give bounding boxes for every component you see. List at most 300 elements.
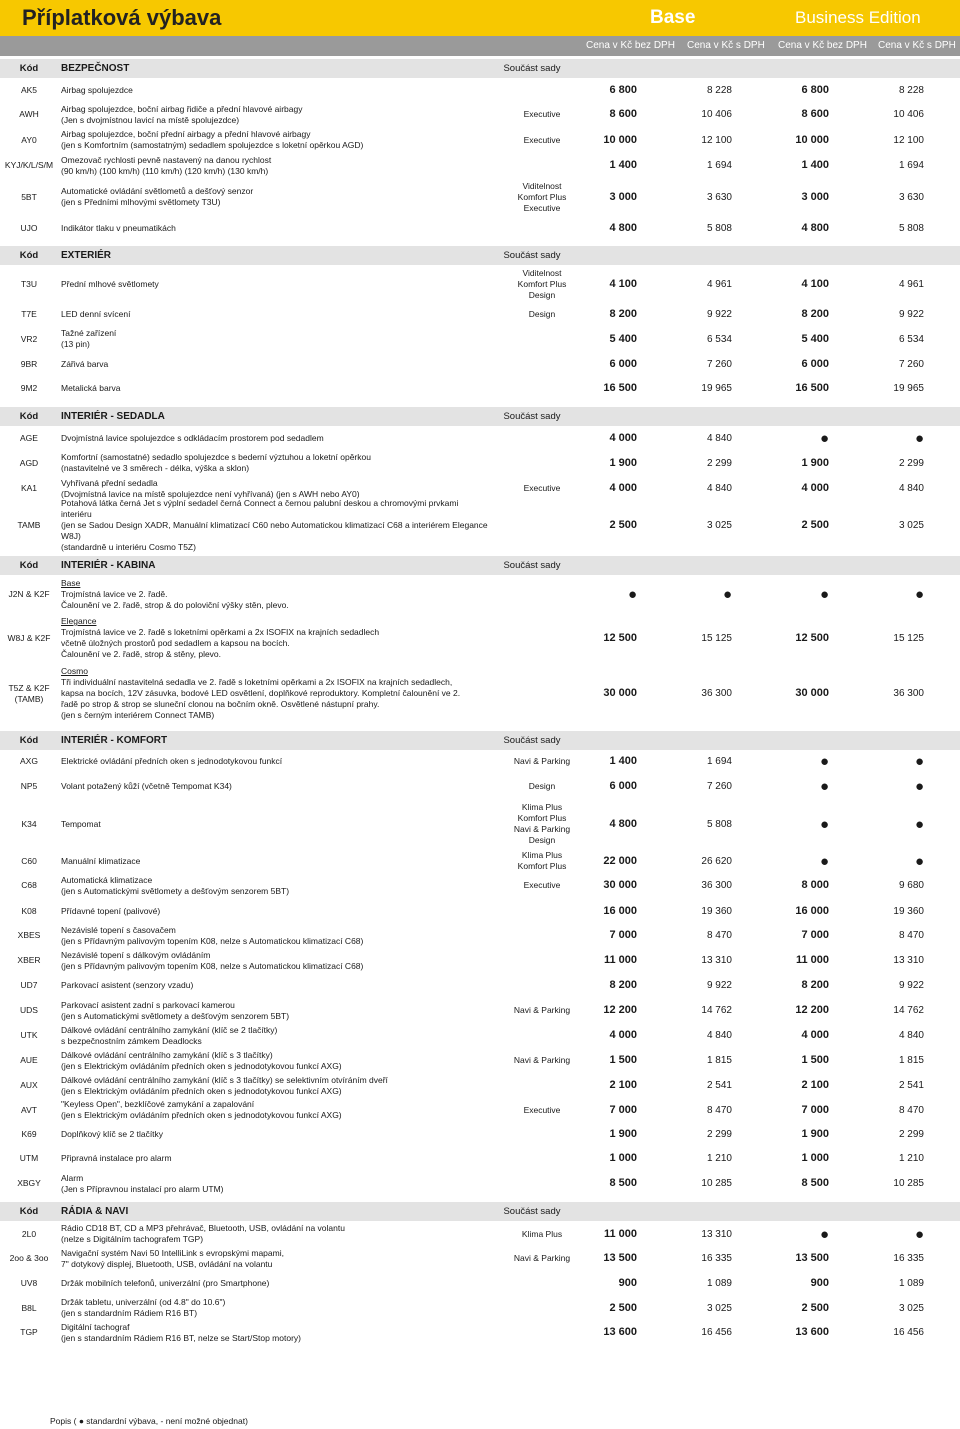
standard-equipment-dot: ●: [819, 1225, 829, 1243]
column-header-code: Kód: [19, 735, 39, 746]
option-package: [487, 377, 597, 399]
option-description: Indikátor tlaku v pneumatikách: [61, 222, 176, 233]
table-row: [0, 1048, 960, 1073]
price-be-gross: 8 470: [898, 1104, 924, 1116]
option-code: TAMB: [17, 519, 41, 530]
table-row: [0, 1073, 960, 1098]
price-base-net: 10 000: [603, 133, 637, 146]
price-base-net: 30 000: [603, 687, 637, 699]
option-code: 9M2: [20, 382, 38, 393]
price-be-gross: 8 228: [898, 85, 924, 96]
price-base-net: 30 000: [603, 879, 637, 891]
price-base-gross: 1 815: [706, 1055, 732, 1066]
table-row: [0, 1296, 960, 1320]
legend-footnote: Popis ( ● standardní výbava, - není možné objednat): [50, 1416, 248, 1426]
price-be-gross: 6 534: [898, 333, 924, 345]
standard-equipment-dot: ●: [819, 815, 829, 833]
price-be-gross: 1 089: [898, 1277, 924, 1289]
standard-equipment-dot: ●: [914, 585, 924, 603]
option-package: [487, 614, 597, 662]
option-description: Airbag spolujezdce, boční airbag řidiče a přední hlavové airbagy (Jen s dvojmístnou lavicí na místě spolujezdce): [61, 103, 303, 125]
option-code: 5BT: [21, 191, 37, 202]
option-package: Executive: [523, 880, 561, 890]
price-be-gross: 10 285: [893, 1178, 924, 1189]
table-row: [0, 1222, 960, 1246]
option-code: B8L: [21, 1302, 37, 1313]
column-header-package: Součást sady: [503, 63, 561, 74]
price-base-net: 2 100: [609, 1079, 637, 1091]
option-code: AUE: [20, 1055, 38, 1065]
price-base-gross: 19 360: [701, 905, 732, 917]
price-base-net: 13 600: [603, 1326, 637, 1338]
option-code: C60: [21, 855, 37, 866]
price-base-net: 16 000: [603, 904, 637, 917]
option-package: Design: [528, 780, 556, 791]
column-header-code: Kód: [19, 1206, 39, 1217]
price-base-gross: 9 922: [706, 979, 732, 991]
table-row: [0, 304, 960, 324]
price-base-net: 16 500: [603, 381, 637, 394]
column-header-package: Součást sady: [503, 250, 561, 261]
option-package: [487, 1320, 597, 1345]
column-header-package: Součást sady: [503, 411, 561, 422]
column-header-code: Kód: [19, 411, 39, 422]
option-code: K34: [21, 818, 37, 829]
price-col-base-net: Cena v Kč bez DPH: [586, 40, 675, 51]
option-code: 2L0: [21, 1228, 37, 1239]
price-base-gross: 3 630: [706, 191, 732, 203]
page-title: Příplatková výbava: [22, 5, 222, 30]
option-description: Dálkové ovládání centrálního zamykání (klíč se 2 tlačítky) s bezpečnostním zámkem Deadlocks: [61, 1024, 278, 1046]
price-be-net: 13 600: [795, 1326, 829, 1338]
table-row: [0, 1320, 960, 1345]
standard-equipment-dot: ●: [819, 752, 829, 770]
table-row: [0, 975, 960, 995]
option-description: Parkovací asistent zadní s parkovací kamerou (jen s Automatickými světlomety a dešťovým senzorem 5BT): [61, 999, 290, 1021]
price-be-gross: 8 470: [898, 930, 924, 941]
price-base-net: 1 400: [609, 159, 637, 171]
price-be-net: 4 000: [801, 1029, 829, 1041]
option-description: Automatická klimatizace (jen s Automatickými světlomety a dešťovým senzorem 5BT): [61, 874, 290, 896]
section-title: INTERIÉR - KABINA: [61, 560, 156, 571]
option-code: XBGY: [17, 1178, 41, 1188]
price-base-gross: 19 965: [701, 382, 732, 394]
standard-equipment-dot: ●: [914, 777, 924, 795]
header-bar: [0, 0, 960, 36]
price-be-net: 6 000: [801, 357, 829, 370]
table-row: [0, 1171, 960, 1196]
standard-equipment-dot: ●: [914, 752, 924, 770]
option-description: Doplňkový klíč se 2 tlačítky: [61, 1128, 164, 1139]
price-base-net: 13 500: [603, 1252, 637, 1264]
option-description: Dvojmístná lavice spolujezdce s odkládacím prostorem pod sedadlem: [61, 432, 324, 443]
column-header-code: Kód: [19, 250, 39, 261]
table-row: [0, 1246, 960, 1271]
table-row: [0, 873, 960, 898]
option-package: [487, 153, 597, 178]
option-description: Potahová látka černá Jet s výplní sedadel černá Connect a černou palubní deskou a chromovými prvkami interiéru (jen se Sadou Design XADR, Manuální klimatizací C60 nebo Automatickou klimatizací C68 a interiérem Elegance W8J) (standardně u interiéru Cosmo T5Z): [61, 497, 488, 552]
table-row: [0, 217, 960, 239]
option-description: Zářivá barva: [61, 358, 109, 369]
price-be-net: 4 100: [801, 277, 829, 290]
option-package: Viditelnost Komfort Plus Executive: [517, 180, 567, 213]
price-base-net: 3 000: [609, 190, 637, 203]
price-be-gross: 36 300: [893, 688, 924, 699]
option-description: Elegance Trojmístná lavice ve 2. řadě s loketními opěrkami a 2x ISOFIX na krajních sedadlech včetně úložných prostorů pod sedadlem a kapsou na bocích. Čalounění ve 2. řadě, strop & stěny, plevo.: [61, 616, 380, 659]
price-be-gross: 1 210: [898, 1152, 924, 1164]
option-code: AY0: [21, 134, 37, 145]
price-be-gross: 9 922: [898, 308, 924, 320]
price-base-gross: 1 694: [706, 755, 732, 767]
option-description: Tempomat: [61, 818, 101, 829]
option-description: Airbag spolujezdce: [61, 85, 133, 95]
table-row: [0, 1023, 960, 1048]
option-package: Navi & Parking: [513, 755, 571, 766]
option-package: [487, 1296, 597, 1320]
table-row: [0, 800, 960, 848]
price-be-net: 8 200: [801, 978, 829, 991]
price-be-net: 2 500: [801, 518, 829, 531]
option-package: [487, 428, 597, 448]
column-header-code: Kód: [19, 560, 39, 571]
standard-equipment-dot: ●: [819, 852, 829, 870]
option-package: [487, 1273, 597, 1293]
column-header-package: Součást sady: [503, 1206, 561, 1217]
option-description: Metalická barva: [61, 382, 121, 393]
option-code: T3U: [20, 278, 38, 289]
standard-equipment-dot: ●: [914, 1225, 924, 1243]
option-package: [487, 450, 597, 476]
price-base-gross: 8 228: [706, 85, 732, 96]
option-description: Base Trojmístná lavice ve 2. řadě. Čalounění ve 2. řadě, strop & do poloviční výšky stěn, plevo.: [61, 577, 289, 610]
option-package: Design: [528, 308, 556, 319]
option-package: [487, 326, 597, 352]
option-package: [487, 354, 597, 374]
price-be-gross: 9 680: [898, 880, 924, 891]
column-header-code: Kód: [19, 63, 39, 74]
price-base-net: 8 200: [609, 307, 637, 320]
price-be-gross: 5 808: [898, 222, 924, 234]
section-title: RÁDIA & NAVI: [61, 1206, 129, 1217]
option-description: Nezávislé topení s časovačem (jen s Přídavným palivovým topením K08, nelze s Automatickou klimatizací C68): [61, 924, 364, 946]
price-base-gross: 4 840: [706, 1030, 732, 1041]
option-package: Navi & Parking: [513, 1055, 571, 1065]
price-be-net: 1 500: [801, 1054, 829, 1066]
price-be-gross: 15 125: [893, 632, 924, 644]
price-be-net: 4 000: [801, 482, 829, 494]
price-base-net: 1 000: [609, 1151, 637, 1164]
option-description: LED denní svícení: [61, 308, 131, 319]
price-be-gross: 1 694: [898, 160, 924, 171]
option-code: AK5: [20, 85, 38, 95]
price-base-net: 8 600: [609, 108, 637, 120]
price-base-net: 11 000: [603, 954, 637, 966]
price-be-net: 1 000: [801, 1151, 829, 1164]
option-code: AGD: [19, 457, 39, 468]
option-description: Parkovací asistent (senzory vzadu): [61, 979, 194, 990]
option-code: TGP: [20, 1327, 38, 1337]
section-header-row: [0, 556, 960, 575]
price-col-base-gross: Cena v Kč s DPH: [687, 40, 765, 51]
option-package: [487, 664, 597, 723]
table-row: [0, 178, 960, 216]
price-base-net: 12 200: [603, 1004, 637, 1016]
option-code: UTM: [19, 1152, 39, 1163]
table-row: [0, 948, 960, 973]
price-be-net: 2 100: [801, 1079, 829, 1091]
price-base-gross: 36 300: [701, 880, 732, 891]
price-be-gross: 19 360: [893, 905, 924, 917]
option-description: Držák mobilních telefonů, univerzální (pro Smartphone): [61, 1277, 270, 1288]
price-be-net: 2 500: [801, 1301, 829, 1314]
option-description: Omezovač rychlosti pevně nastavený na danou rychlost (90 km/h) (100 km/h) (110 km/h) (120 km/h) (130 km/h): [61, 154, 272, 176]
option-package: Klima Plus Komfort Plus Navi & Parking Design: [513, 802, 571, 845]
table-row: [0, 901, 960, 921]
standard-equipment-dot: ●: [819, 585, 829, 603]
table-row: [0, 497, 960, 552]
option-package: Executive: [523, 483, 561, 493]
option-package: [487, 80, 597, 101]
price-base-gross: 4 840: [706, 432, 732, 444]
option-code: K69: [21, 1128, 37, 1139]
table-row: [0, 614, 960, 662]
option-package: [487, 1124, 597, 1144]
option-description: Držák tabletu, univerzální (od 4.8" do 10.6") (jen s standardním Rádiem R16 BT): [61, 1297, 226, 1318]
option-package: [487, 501, 597, 549]
price-base-gross: 15 125: [701, 632, 732, 644]
section-header-row: [0, 246, 960, 265]
standard-equipment-dot: ●: [914, 852, 924, 870]
price-be-gross: 16 335: [893, 1253, 924, 1264]
price-base-net: 1 500: [609, 1054, 637, 1066]
price-base-gross: 12 100: [701, 134, 732, 146]
section-header-row: [0, 59, 960, 78]
section-title: INTERIÉR - SEDADLA: [61, 411, 165, 422]
price-base-gross: 2 299: [706, 1128, 732, 1140]
option-package: [487, 1073, 597, 1098]
price-base-net: 1 400: [609, 754, 637, 767]
price-base-gross: 14 762: [701, 1005, 732, 1016]
option-code: XBER: [17, 955, 41, 965]
table-row: [0, 266, 960, 302]
table-row: [0, 153, 960, 178]
price-base-gross: 7 260: [706, 780, 732, 792]
price-be-net: 16 500: [795, 381, 829, 394]
option-code: AUX: [20, 1080, 38, 1090]
price-base-gross: 26 620: [701, 855, 732, 867]
option-description: Přídavné topení (palivové): [61, 905, 161, 916]
price-be-net: 900: [810, 1276, 829, 1289]
price-base-net: 2 500: [609, 518, 637, 531]
table-row: [0, 450, 960, 476]
price-base-gross: 4 961: [706, 278, 732, 290]
price-base-gross: 13 310: [701, 955, 732, 966]
price-base-gross: 6 534: [706, 333, 732, 345]
price-be-net: 8 600: [801, 108, 829, 120]
price-be-net: 11 000: [795, 954, 829, 966]
option-code: C68: [21, 880, 37, 890]
table-row: [0, 326, 960, 352]
price-be-gross: 13 310: [893, 955, 924, 966]
option-description: Tažné zařízení (13 pin): [61, 328, 117, 349]
price-be-net: 1 900: [801, 1127, 829, 1140]
table-row: [0, 1124, 960, 1144]
option-package: [487, 975, 597, 995]
option-code: K08: [21, 905, 37, 916]
option-description: Manuální klimatizace: [61, 855, 141, 866]
price-be-net: 8 200: [801, 307, 829, 320]
price-base-gross: 7 260: [706, 358, 732, 370]
column-header-package: Součást sady: [503, 735, 561, 746]
price-base-gross: 13 310: [701, 1228, 732, 1240]
price-be-net: 1 900: [801, 456, 829, 469]
price-be-gross: 4 840: [898, 483, 924, 494]
price-base-gross: 10 285: [701, 1178, 732, 1189]
option-package: [487, 1148, 597, 1168]
option-code: W8J & K2F: [7, 632, 51, 643]
table-row: [0, 849, 960, 873]
option-code: T5Z & K2F (TAMB): [8, 682, 50, 704]
table-row: [0, 102, 960, 127]
price-be-gross: 3 025: [898, 1302, 924, 1314]
option-description: Rádio CD18 BT, CD a MP3 přehrávač, Bluetooth, USB, ovládání na volantu (nelze s Digitálním tachografem TGP): [61, 1223, 345, 1244]
price-base-gross: 8 470: [706, 930, 732, 941]
price-be-net: 1 400: [801, 159, 829, 171]
table-row: [0, 998, 960, 1023]
option-description: Alarm (Jen s Přípravnou instalací pro alarm UTM): [61, 1172, 224, 1194]
price-base-net: 12 500: [603, 631, 637, 644]
price-base-gross: 16 335: [701, 1253, 732, 1264]
price-be-gross: 7 260: [898, 358, 924, 370]
option-description: Nezávislé topení s dálkovým ovládáním (jen s Přídavným palivovým topením K08, nelze s Automatickou klimatizací C68): [61, 949, 364, 971]
table-row: [0, 354, 960, 374]
option-code: UTK: [20, 1030, 38, 1040]
price-col-be-net: Cena v Kč bez DPH: [778, 40, 867, 51]
option-code: AXG: [20, 755, 38, 766]
price-base-gross: 4 840: [706, 483, 732, 494]
option-description: Volant potažený kůží (včetně Tempomat K34): [61, 780, 232, 791]
option-package: Klima Plus: [521, 1228, 563, 1239]
price-base-gross: 5 808: [706, 222, 732, 234]
option-description: Komfortní (samostatné) sedadlo spolujezdce s bederní výztuhou a loketní opěrkou (nastavitelné ve 3 směrech - délka, výška a sklon): [61, 452, 371, 473]
section-title: INTERIÉR - KOMFORT: [61, 735, 168, 746]
price-be-gross: 3 025: [898, 519, 924, 531]
price-be-gross: 2 299: [898, 1128, 924, 1140]
price-base-net: 900: [618, 1276, 637, 1289]
price-base-net: 1 900: [609, 456, 637, 469]
option-package: [487, 901, 597, 921]
price-base-gross: 2 299: [706, 457, 732, 469]
price-base-gross: 5 808: [706, 818, 732, 830]
option-code: XBES: [17, 930, 41, 940]
price-be-net: 8 500: [801, 1177, 829, 1189]
price-be-net: 4 800: [801, 221, 829, 234]
option-package: [487, 948, 597, 973]
price-base-gross: 8 470: [706, 1104, 732, 1116]
price-be-gross: 19 965: [893, 382, 924, 394]
option-package: Executive: [523, 109, 561, 119]
price-be-net: 16 000: [795, 904, 829, 917]
option-description: Připravná instalace pro alarm: [61, 1152, 172, 1163]
price-be-net: 30 000: [795, 687, 829, 699]
option-code: AGE: [20, 432, 38, 443]
option-code: KYJ/K/L/S/M: [4, 160, 54, 170]
option-description: Digitální tachograf (jen s standardním Rádiem R16 BT, nelze se Start/Stop motory): [61, 1321, 301, 1343]
table-row: [0, 776, 960, 796]
price-be-net: 3 000: [801, 190, 829, 203]
standard-equipment-dot: ●: [914, 429, 924, 447]
section-header-row: [0, 731, 960, 750]
section-title: EXTERIÉR: [61, 250, 112, 261]
option-package: [487, 923, 597, 948]
option-package: [487, 217, 597, 239]
price-base-net: 8 200: [609, 978, 637, 991]
section-header-row: [0, 407, 960, 426]
option-package: [487, 576, 597, 612]
option-code: AVT: [21, 1104, 37, 1115]
table-row: [0, 1098, 960, 1122]
price-base-gross: 3 025: [706, 519, 732, 531]
table-row: [0, 428, 960, 448]
option-package: Klima Plus Komfort Plus: [517, 850, 567, 871]
option-description: Cosmo Tři individuální nastavitelná sedadla ve 2. řadě s loketními opěrkami a 2x ISOFIX na krajních sedadlech, kapsa na bocích, 12V zásuvka, bodové LED osvětlení, doplňkové reproduktory. Kompletní čalounění ve 2. řadě po strop & strop se sluneční clonou na bočním okně. Osvětlené nástupní prahy. (jen s černým interiérem Connect TAMB): [61, 666, 461, 720]
price-base-net: 7 000: [609, 929, 637, 941]
option-code: UV8: [20, 1277, 38, 1288]
standard-equipment-dot: ●: [914, 815, 924, 833]
price-be-net: 5 400: [801, 332, 829, 345]
option-code: T7E: [21, 308, 37, 319]
price-base-net: 11 000: [603, 1227, 637, 1240]
table-row: [0, 1148, 960, 1168]
price-base-gross: 9 922: [706, 308, 732, 320]
price-be-gross: 4 840: [898, 1030, 924, 1041]
standard-equipment-dot: ●: [627, 585, 637, 603]
price-base-net: 6 000: [609, 357, 637, 370]
option-description: "Keyless Open", bezklíčové zamykání a zapalování (jen s Elektrickým ovládáním předních oken s jednodotykovou funkcí AXG): [61, 1099, 342, 1120]
section-header-row: [0, 1202, 960, 1221]
option-code: 2oo & 3oo: [9, 1253, 49, 1263]
price-base-net: 4 000: [609, 431, 637, 444]
option-description: Dálkové ovládání centrálního zamykání (klíč s 3 tlačítky) (jen s Elektrickým ovládáním předních oken s jednodotykovou funkcí AXG): [61, 1049, 342, 1071]
option-code: KA1: [20, 483, 38, 493]
price-be-net: 12 500: [795, 631, 829, 644]
option-description: Přední mlhové světlomety: [61, 278, 159, 289]
price-base-gross: 1 694: [706, 160, 732, 171]
price-be-gross: 12 100: [893, 134, 924, 146]
option-package: Navi & Parking: [513, 1005, 571, 1015]
price-be-gross: 14 762: [893, 1005, 924, 1016]
price-column-headers: [0, 36, 960, 56]
option-code: UD7: [20, 979, 38, 990]
option-description: Dálkové ovládání centrálního zamykání (klíč s 3 tlačítky) se selektivním otvíráním dveří (jen s Elektrickým ovládáním předních oken s jednodotykovou funkcí AXG): [61, 1074, 388, 1096]
price-be-gross: 10 406: [893, 109, 924, 120]
option-code: UJO: [20, 222, 38, 233]
price-base-net: 5 400: [609, 332, 637, 345]
price-base-net: 6 800: [609, 84, 637, 96]
price-base-net: 4 000: [609, 482, 637, 494]
price-be-net: 7 000: [801, 929, 829, 941]
price-base-gross: 2 541: [706, 1080, 732, 1091]
price-base-net: 4 100: [609, 277, 637, 290]
column-header-package: Součást sady: [503, 560, 561, 571]
standard-equipment-dot: ●: [722, 585, 732, 603]
option-description: Airbag spolujezdce, boční přední airbagy a přední hlavové airbagy (jen s Komfortním (samostatným) sedadlem spolujezdce s loketní opěrkou AGD): [61, 129, 364, 150]
option-description: Navigační systém Navi 50 IntelliLink s evropskými mapami, 7" dotykový displej, Bluetooth, USB, ovládání na volantu: [61, 1247, 284, 1269]
price-base-net: 4 800: [609, 817, 637, 830]
option-code: NP5: [20, 780, 38, 791]
price-be-gross: 9 922: [898, 979, 924, 991]
table-row: [0, 80, 960, 101]
